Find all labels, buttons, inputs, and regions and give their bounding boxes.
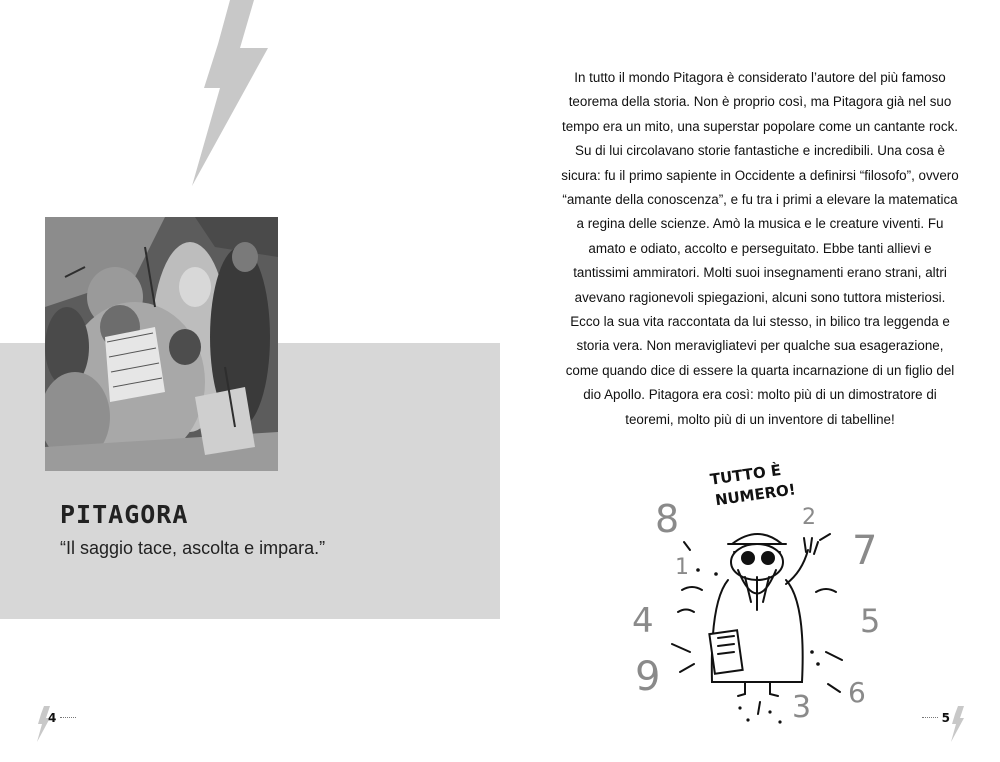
paragraph: Ecco la sua vita raccontata da lui stesso, in bilico tra leggenda e storia vera. Non meravigliatevi per qualche sua esagerazione, come quando dice di essere la quarta incarnazione di un figlio del dio Apollo. Pitagora era così: molto più di un dimostratore di teoremi, molto più di un inventore di tabelline! (565, 314, 955, 427)
number-7: 7 (852, 528, 878, 574)
page-number: 4 (48, 711, 57, 725)
school-of-athens-painting (45, 217, 278, 471)
number-8: 8 (655, 497, 680, 541)
pythagoras-figure (672, 534, 842, 714)
number-9: 9 (635, 654, 661, 700)
speech-line-1: TUTTO È (708, 460, 783, 489)
number-5: 5 (860, 602, 881, 640)
number-2: 2 (802, 505, 816, 530)
lightning-bolt-icon (186, 0, 272, 186)
number-6: 6 (848, 676, 866, 709)
paragraph: In tutto il mondo Pitagora è considerato l’autore del più famoso teorema della storia. Non è proprio così, ma Pitagora già nel suo tempo era un mito, una superstar popolare come un cantante rock. Su di lui circolavano storie fantastiche e incredibili. Una cosa è sicura: fu il primo sapiente in Occidente a definirsi “filosofo”, ovvero “amante della conoscenza”, e fu tra i primi a elevare la matematica a regina delle scienze. Amò la musica e le creature viventi. Fu amato e odiato, accolto e perseguitato. Ebbe tanti allievi e tantissimi ammiratori. Molti suoi insegnamenti erano strani, altri avevano ragionevoli spiegazioni, alcuni sono tuttora misteriosi. (561, 70, 959, 305)
number-3: 3 (792, 690, 812, 725)
page-footer-right (941, 706, 964, 745)
page-number: 5 (941, 711, 950, 725)
floating-numbers (632, 497, 880, 725)
speech-text (709, 460, 797, 509)
page-footer-left (36, 706, 57, 745)
speech-line-2: NUMERO! (713, 480, 797, 510)
page-title: PITAGORA (60, 500, 189, 529)
lightning-bolt-icon (950, 706, 964, 742)
leader-dots (60, 717, 76, 718)
pythagoras-cartoon (620, 452, 890, 732)
number-1: 1 (675, 555, 689, 580)
biography-text (560, 66, 960, 432)
number-4: 4 (632, 601, 654, 641)
leader-dots (922, 717, 938, 718)
pythagoras-quote: “Il saggio tace, ascolta e impara.” (60, 538, 326, 558)
